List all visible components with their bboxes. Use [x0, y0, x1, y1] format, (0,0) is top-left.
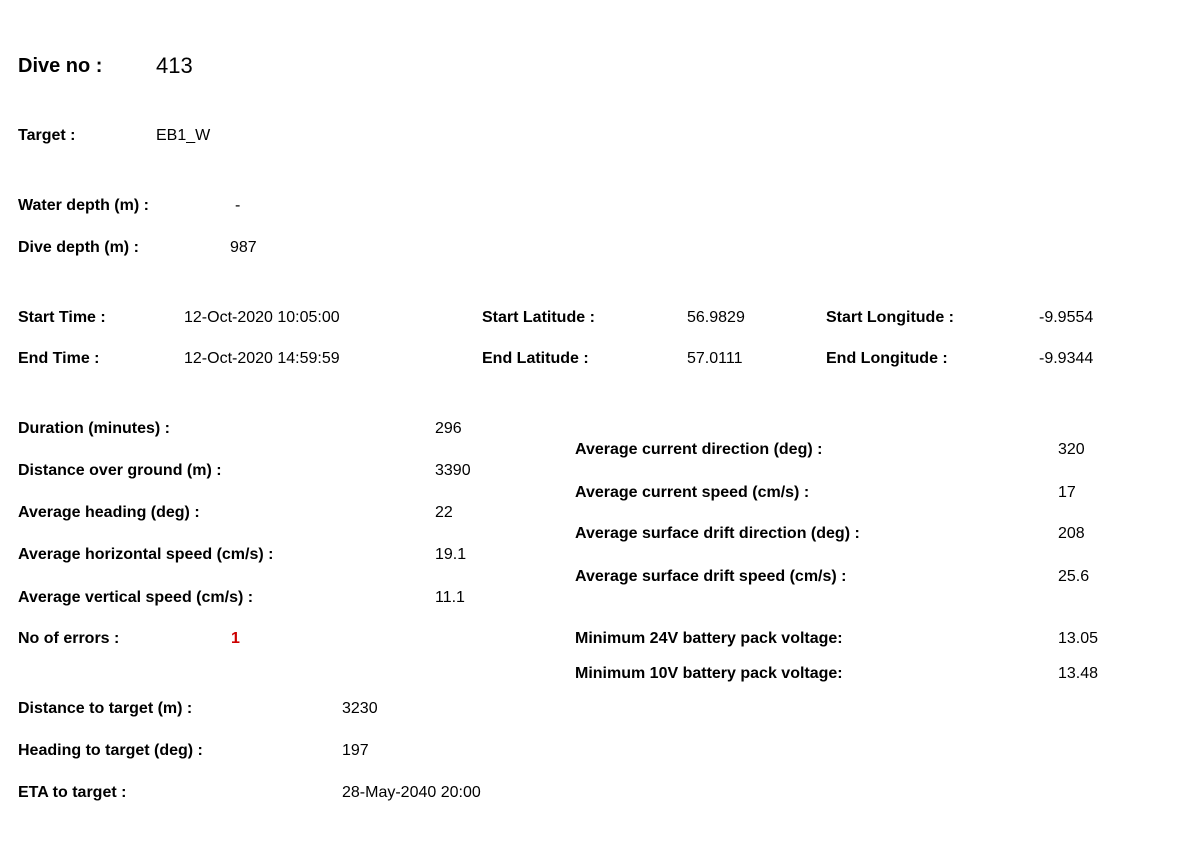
surface-drift-speed-value: 25.6: [1058, 568, 1090, 585]
average-heading-label: Average heading (deg) :: [18, 504, 200, 521]
dive-depth-label: Dive depth (m) :: [18, 239, 139, 256]
duration-value: 296: [435, 420, 462, 437]
duration-label: Duration (minutes) :: [18, 420, 170, 437]
distance-to-target-value: 3230: [342, 700, 378, 717]
average-vertical-speed-value: 11.1: [435, 589, 465, 606]
current-speed-value: 17: [1058, 484, 1076, 501]
battery-24v-label: Minimum 24V battery pack voltage:: [575, 630, 843, 647]
target-value: EB1_W: [156, 127, 211, 144]
dive-no-label: Dive no :: [18, 55, 103, 77]
start-longitude-value: -9.9554: [1039, 309, 1094, 326]
heading-to-target-label: Heading to target (deg) :: [18, 742, 203, 759]
water-depth-label: Water depth (m) :: [18, 197, 149, 214]
water-depth-value: -: [235, 197, 241, 214]
average-vertical-speed-label: Average vertical speed (cm/s) :: [18, 589, 254, 606]
average-horizontal-speed-value: 19.1: [435, 546, 467, 563]
end-time-label: End Time :: [18, 350, 100, 367]
current-direction-label: Average current direction (deg) :: [575, 441, 823, 458]
end-time-value: 12-Oct-2020 14:59:59: [184, 350, 340, 367]
end-latitude-value: 57.0111: [687, 350, 743, 367]
battery-10v-label: Minimum 10V battery pack voltage:: [575, 665, 843, 682]
eta-to-target-label: ETA to target :: [18, 784, 127, 801]
distance-over-ground-label: Distance over ground (m) :: [18, 462, 222, 479]
dive-depth-value: 987: [230, 239, 257, 256]
end-latitude-label: End Latitude :: [482, 350, 589, 367]
errors-count: 1: [231, 630, 240, 647]
dive-no-value: 413: [156, 53, 193, 78]
start-time-label: Start Time :: [18, 309, 106, 326]
start-time-value: 12-Oct-2020 10:05:00: [184, 309, 340, 326]
surface-drift-direction-value: 208: [1058, 525, 1085, 542]
distance-over-ground-value: 3390: [435, 462, 471, 479]
current-direction-value: 320: [1058, 441, 1085, 458]
start-latitude-label: Start Latitude :: [482, 309, 595, 326]
start-latitude-value: 56.9829: [687, 309, 745, 326]
battery-24v-value: 13.05: [1058, 630, 1099, 647]
surface-drift-speed-label: Average surface drift speed (cm/s) :: [575, 568, 847, 585]
errors-label: No of errors :: [18, 630, 120, 647]
start-longitude-label: Start Longitude :: [826, 309, 954, 326]
average-heading-value: 22: [435, 504, 453, 521]
end-longitude-label: End Longitude :: [826, 350, 948, 367]
current-speed-label: Average current speed (cm/s) :: [575, 484, 810, 501]
surface-drift-direction-label: Average surface drift direction (deg) :: [575, 525, 860, 542]
battery-10v-value: 13.48: [1058, 665, 1099, 682]
target-label: Target :: [18, 127, 76, 144]
eta-to-target-value: 28-May-2040 20:00: [342, 784, 481, 801]
heading-to-target-value: 197: [342, 742, 369, 759]
average-horizontal-speed-label: Average horizontal speed (cm/s) :: [18, 546, 274, 563]
distance-to-target-label: Distance to target (m) :: [18, 700, 193, 717]
end-longitude-value: -9.9344: [1039, 350, 1094, 367]
